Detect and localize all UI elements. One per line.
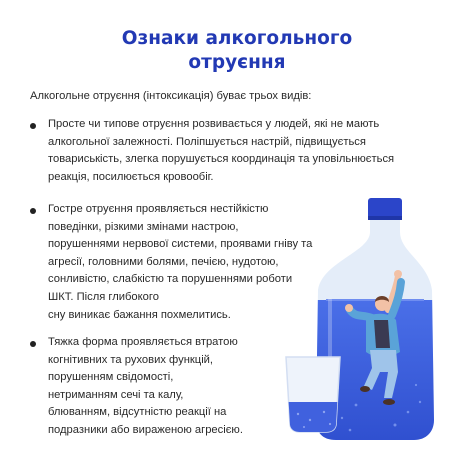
bullet-line: реакція, посилюється кровообіг. [48,170,214,183]
bullet-line: ШКТ. Після глибокого [48,290,159,303]
bullet-dot-icon [30,208,36,214]
bullet-text [48,334,243,440]
bullet-line: порушеннями нервової системи, проявами гніву та [48,238,313,251]
bullet-line: товариськість, злегка порушується координація та уповільнюється [48,153,395,166]
title-line-1: Ознаки алкогольного [121,28,353,49]
bullet-line: сонливістю, слабкістю та порушеннями роботи [48,273,293,286]
bullet-line: Гостре отруєння проявляється нестійкістю [48,203,269,215]
bullet-acute-poisoning [30,201,312,324]
bullet-line: поведінки, різкими змінами настрою, [48,220,239,233]
bullet-line: порушенням свідомості, [48,371,174,384]
bullet-line: когнітивних та рухових функцій, [48,353,214,366]
title-line-2: отруєння [188,52,286,73]
bullet-line: Тяжка форма проявляється втратою [48,336,238,348]
bullet-line: подразники або вираженою агресією. [48,423,243,436]
bullet-line: алкогольної залежності. Поліпшується настрій, підвищується [48,135,366,148]
bullet-line: Просте чи типове отруєння розвивається у людей, які не мають [48,118,380,130]
glass-icon [285,357,345,434]
page-title [0,27,474,75]
bullet-line: нетриманням сечі та калу, [48,388,184,401]
bullet-text [48,201,312,324]
bullet-dot-icon [30,123,36,129]
bullet-line: сну виникає бажання похмелитись. [48,308,231,321]
bullet-line: агресії, головними болями, печією, нудотою, [48,255,279,268]
bullet-simple-poisoning [30,116,394,186]
bullet-severe-poisoning [30,334,243,440]
bullet-text [48,116,394,186]
intro-text: Алкогольне отруєння (інтоксикація) буває трьох видів: [30,90,312,102]
bullet-line: блюванням, відсутністю реакції на [48,406,227,419]
bullet-dot-icon [30,341,36,347]
